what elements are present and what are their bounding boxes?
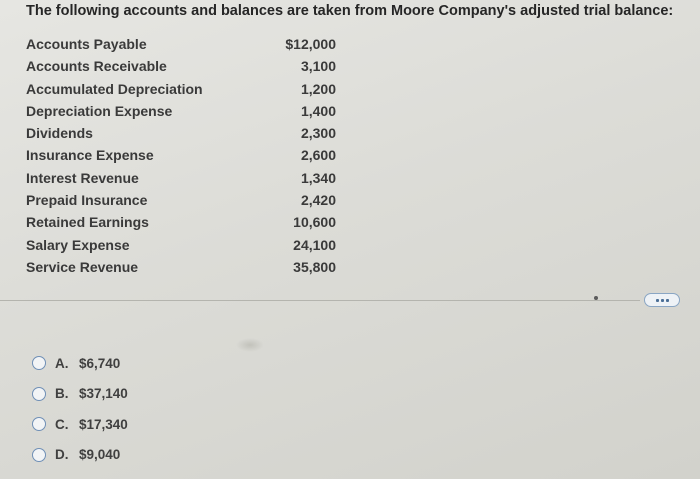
radio-button[interactable] [32, 448, 46, 462]
choice-letter: C. [55, 416, 69, 432]
screen-glare [236, 338, 264, 352]
cursor-dot [594, 296, 598, 300]
choice-value: $17,340 [79, 416, 128, 432]
account-name: Accumulated Depreciation [26, 80, 203, 97]
account-balance: 3,100 [300, 58, 336, 75]
choice-letter: D. [55, 447, 69, 463]
choice-letter: A. [55, 355, 69, 371]
ledger-row [26, 256, 336, 278]
account-balance: 2,420 [300, 192, 336, 209]
ellipsis-icon [656, 299, 659, 302]
choice-value: $37,140 [79, 386, 128, 402]
choice-d[interactable] [32, 440, 128, 471]
account-name: Service Revenue [26, 258, 139, 275]
radio-button[interactable] [32, 356, 46, 370]
ledger-row [26, 144, 336, 166]
section-divider [0, 300, 640, 301]
ledger-row [26, 189, 336, 211]
ledger-row [26, 167, 336, 189]
account-balance: 35,800 [293, 258, 336, 275]
ledger-row [26, 100, 336, 122]
ledger-row [26, 234, 336, 256]
choice-c[interactable] [32, 409, 128, 440]
ledger-row [26, 122, 336, 144]
account-balance: 1,340 [300, 169, 336, 186]
account-balance: $12,000 [285, 36, 336, 52]
answer-choices [32, 348, 128, 470]
account-name: Accounts Payable [26, 36, 147, 52]
account-name: Depreciation Expense [26, 102, 173, 119]
account-name: Retained Earnings [26, 214, 149, 231]
account-name: Interest Revenue [26, 169, 139, 186]
ledger-row [26, 78, 336, 100]
account-balance: 2,600 [300, 147, 336, 164]
ledger-row [26, 55, 336, 77]
account-balance: 1,200 [300, 80, 336, 97]
ellipsis-icon [666, 299, 669, 302]
choice-value: $9,040 [79, 447, 121, 463]
radio-button[interactable] [32, 387, 46, 401]
ledger-row [26, 33, 336, 55]
account-name: Dividends [26, 125, 93, 142]
account-name: Salary Expense [26, 236, 130, 253]
choice-letter: B. [55, 386, 69, 402]
account-balance: 2,300 [300, 125, 336, 142]
choice-value: $6,740 [79, 355, 121, 371]
account-name: Insurance Expense [26, 147, 154, 164]
account-balance: 10,600 [293, 214, 336, 231]
account-balance: 1,400 [300, 102, 336, 119]
trial-balance-list [26, 33, 336, 278]
account-balance: 24,100 [293, 236, 336, 253]
radio-button[interactable] [32, 417, 46, 431]
choice-a[interactable] [32, 348, 128, 379]
ledger-row [26, 211, 336, 233]
more-options-button[interactable] [644, 293, 680, 307]
account-name: Accounts Receivable [26, 58, 167, 75]
ellipsis-icon [661, 299, 664, 302]
choice-b[interactable] [32, 379, 128, 410]
question-text: The following accounts and balances are taken from Moore Company's adjusted trial balance: [26, 3, 674, 19]
account-name: Prepaid Insurance [26, 192, 148, 209]
